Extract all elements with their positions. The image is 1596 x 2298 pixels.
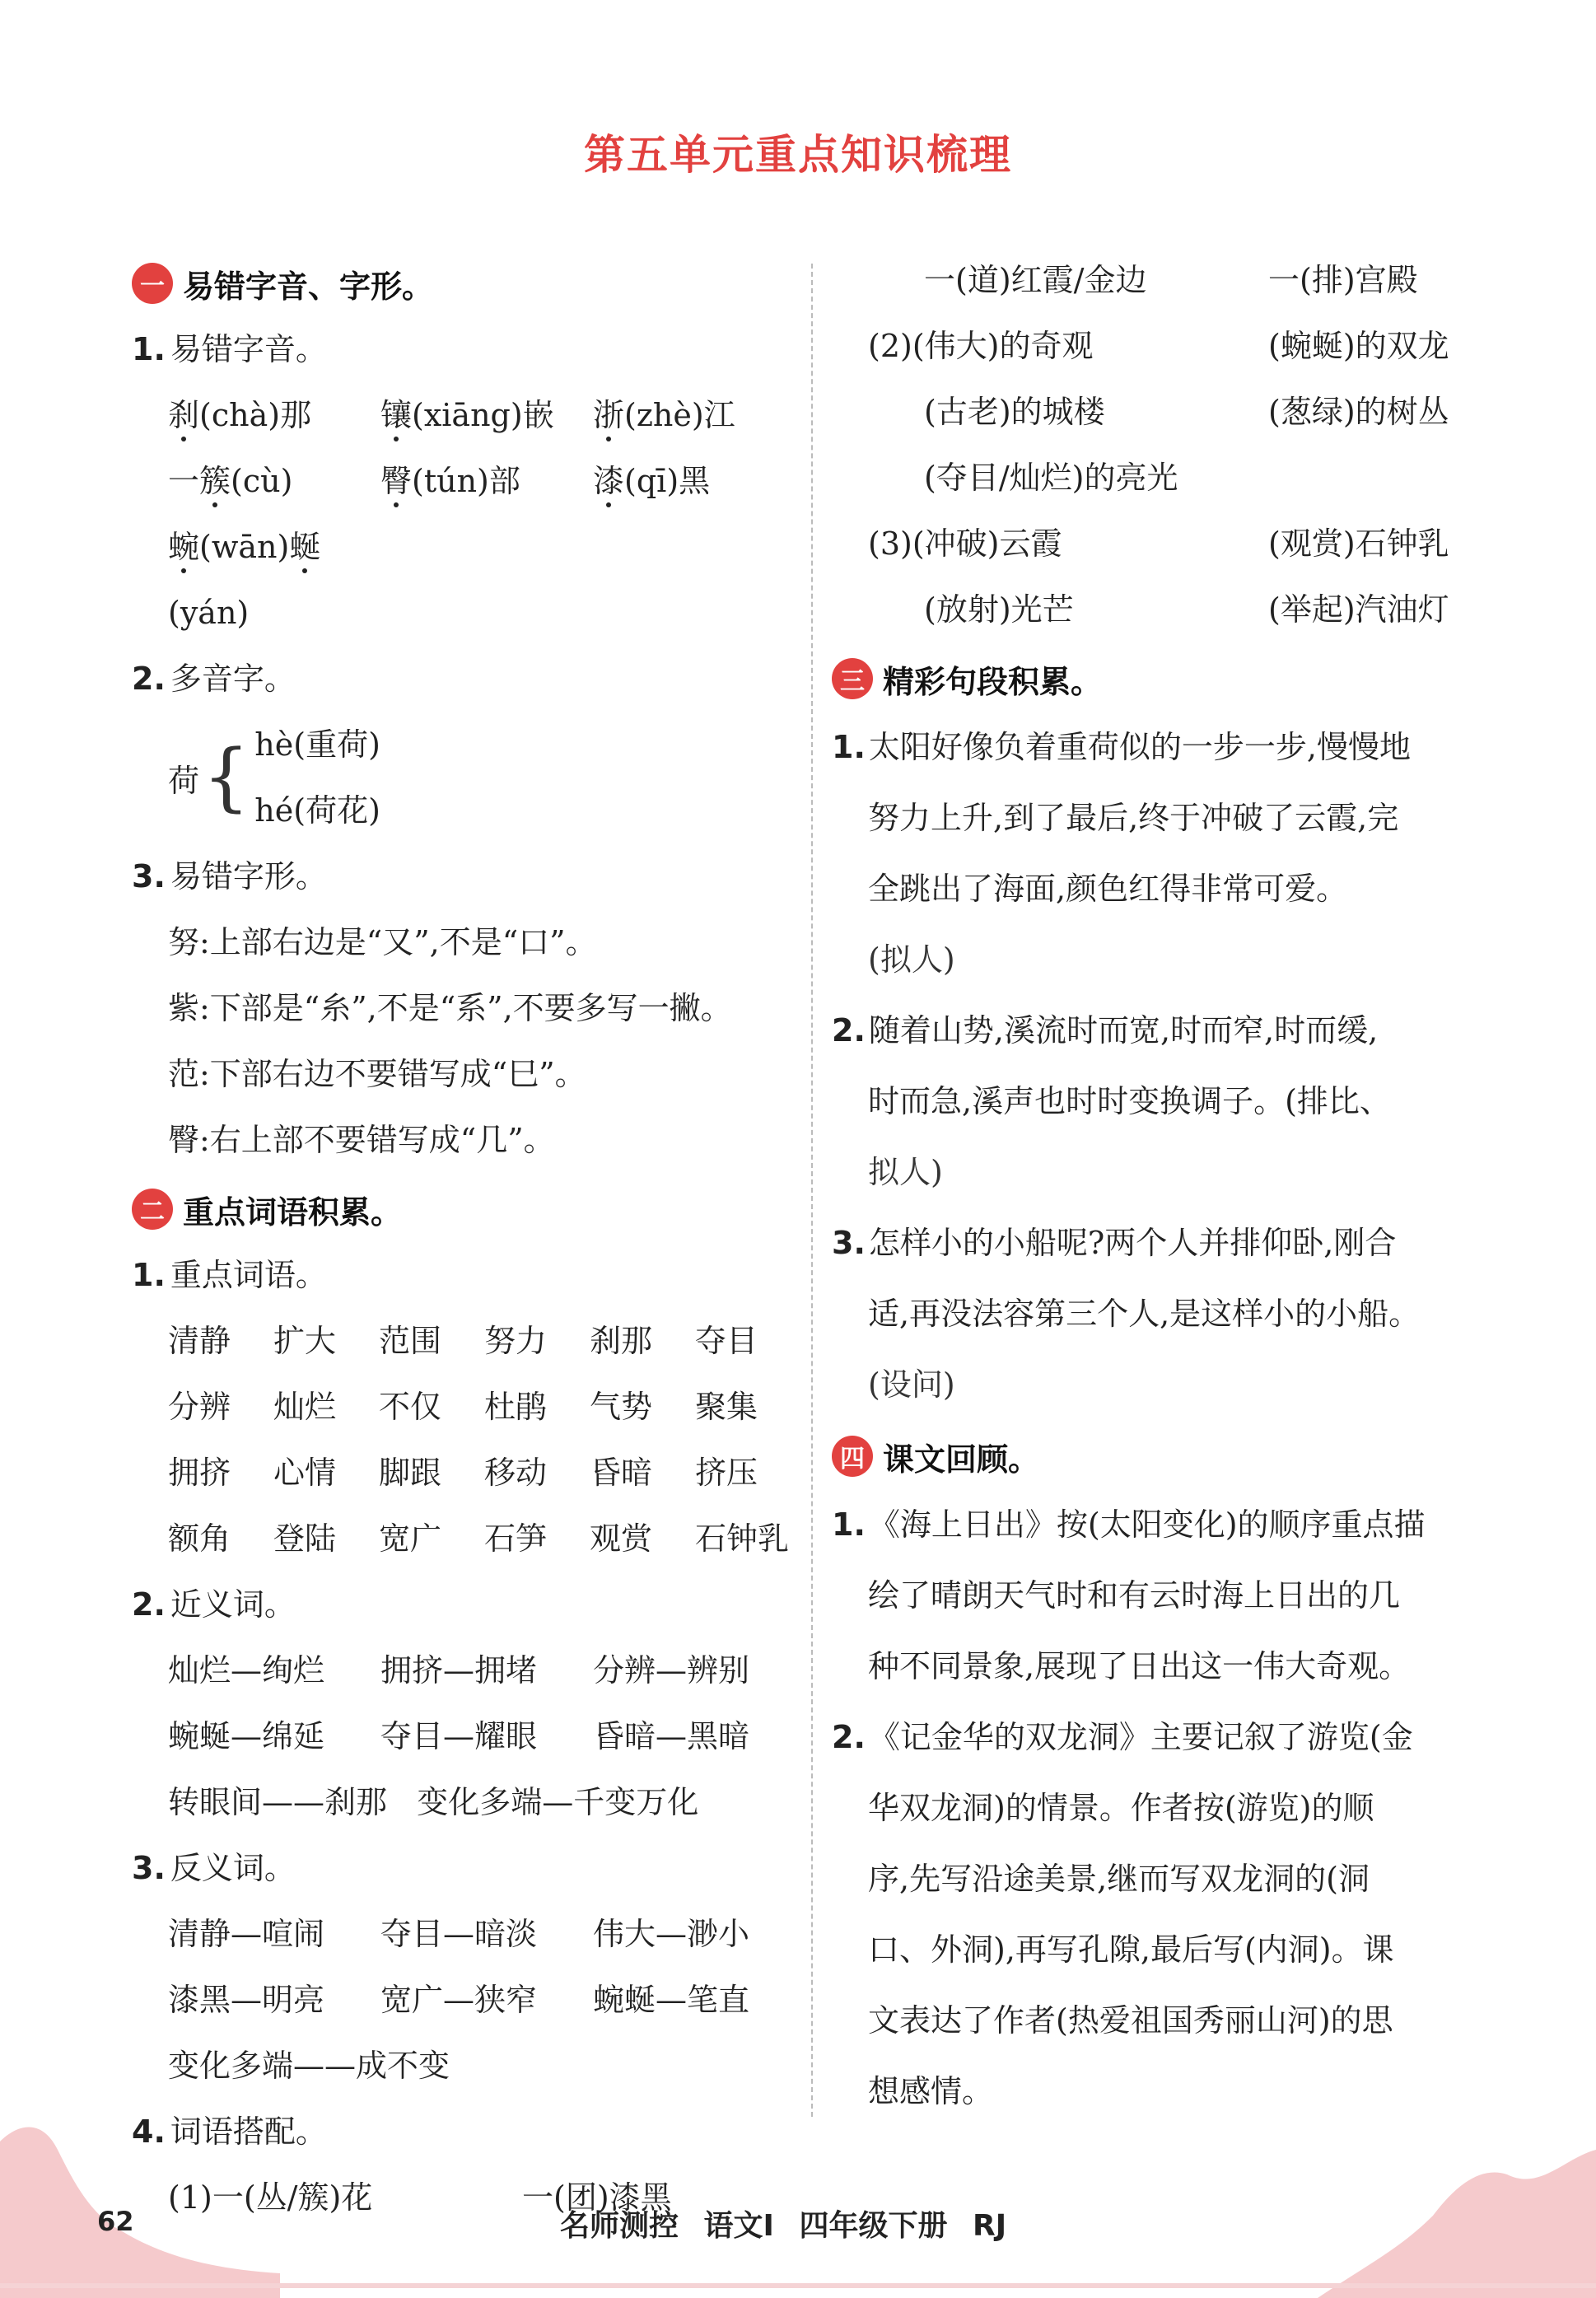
collocation-row — [832, 379, 1507, 445]
word: 灿烂 — [273, 1389, 337, 1425]
glyph-note: 范:下部右边不要错写成“巳”。 — [168, 1056, 586, 1092]
synonyms-grid — [132, 1637, 799, 1769]
pronunciation-list — [132, 382, 799, 646]
word: 杜鹃 — [484, 1389, 548, 1425]
word: 石钟乳 — [695, 1520, 790, 1557]
word: 气势 — [590, 1389, 653, 1425]
word: 移动 — [484, 1455, 548, 1491]
book-brand: 名师测控 语文Ⅰ 四年级下册 RJ — [560, 2209, 1007, 2243]
section-badge: 一 — [132, 263, 173, 304]
word: 石笋 — [484, 1520, 548, 1557]
collocation: (1)一(丛/簇)花 — [168, 2179, 373, 2216]
word: 扩大 — [273, 1323, 337, 1359]
antonym-pair: 夺目—暗淡 — [380, 1916, 538, 1952]
sub-heading: 3. 易错字形。 — [132, 858, 327, 894]
synonym-pair: 变化多端—千变万化 — [417, 1784, 699, 1820]
sub-heading: 1. 易错字音。 — [132, 331, 327, 367]
sub-heading: 1. 重点词语。 — [132, 1257, 327, 1293]
sub-heading: 2. 近义词。 — [132, 1586, 296, 1623]
collocation: (放射)光芒 — [924, 591, 1074, 628]
synonym-pair: 昏暗—黑暗 — [593, 1718, 750, 1754]
collocation: (举起)汽油灯 — [1268, 591, 1449, 628]
footer — [0, 2199, 1596, 2249]
word: 心情 — [273, 1455, 337, 1491]
synonym-pair: 夺目—耀眼 — [380, 1718, 538, 1754]
collocation: 一(团)漆黑 — [522, 2179, 672, 2216]
synonym-pair: 拥挤—拥堵 — [380, 1652, 538, 1688]
pron-item: 镶(xiāng)嵌 — [380, 397, 554, 433]
word: 挤压 — [695, 1455, 758, 1491]
pron-item: 漆(qī)黑 — [593, 463, 711, 499]
collocation: 一(排)宫殿 — [1268, 262, 1418, 298]
section-title: 课文回顾。 — [883, 1441, 1040, 1478]
synonym-pair: 灿烂—绚烂 — [168, 1652, 325, 1688]
word: 刹那 — [590, 1323, 653, 1359]
synonym-row — [132, 1769, 799, 1835]
right-column — [832, 247, 1507, 2127]
glyph-note: 努:上部右边是“又”,不是“口”。 — [168, 924, 597, 960]
section-title: 重点词语积累。 — [183, 1193, 403, 1231]
word: 登陆 — [273, 1520, 337, 1557]
glyph-note: 紫:下部是“糸”,不是“系”,不要多写一撇。 — [168, 990, 732, 1026]
page-number: 62 — [97, 2206, 134, 2237]
antonym-pair: 清静—喧闹 — [168, 1916, 325, 1952]
polyphone-reading: hè(重荷) — [254, 726, 380, 763]
collocation: (3)(冲破)云霞 — [868, 525, 1062, 562]
passage-item: 3. 怎样小的小船呢?两个人并排仰卧,刚合 适,再没法容第三个人,是这样小的小船。 (设问) — [832, 1225, 1421, 1403]
word: 宽广 — [379, 1520, 442, 1557]
sub-heading: 2. 多音字。 — [132, 661, 296, 697]
collocation-row — [832, 577, 1507, 642]
polyphone-char: 荷 — [168, 762, 200, 799]
section-title: 易错字音、字形。 — [183, 268, 434, 305]
pron-item: 一簇(cù) — [168, 463, 293, 499]
word: 清静 — [168, 1323, 231, 1359]
section-badge: 二 — [132, 1189, 173, 1230]
antonym-pair: 变化多端——成不变 — [168, 2048, 450, 2084]
section-badge: 四 — [832, 1436, 873, 1477]
word: 额角 — [168, 1520, 231, 1557]
collocation: (2)(伟大)的奇观 — [868, 328, 1094, 364]
collocation: (葱绿)的树丛 — [1268, 394, 1449, 430]
collocation: (古老)的城楼 — [924, 394, 1105, 430]
collocation: (观赏)石钟乳 — [1268, 525, 1449, 562]
antonym-pair: 伟大—渺小 — [593, 1916, 750, 1952]
word: 夺目 — [695, 1323, 758, 1359]
pron-item: 蜿(wān)蜒(yán) — [168, 529, 321, 631]
collocation: 一(道)红霞/金边 — [924, 262, 1147, 298]
collocation-row — [832, 511, 1507, 577]
key-words-grid — [132, 1308, 799, 1572]
section-4-header — [832, 1432, 1507, 1481]
synonym-pair: 蜿蜒—绵延 — [168, 1718, 325, 1754]
left-column — [132, 247, 799, 2230]
word: 范围 — [379, 1323, 442, 1359]
glyph-note: 臀:右上部不要错写成“几”。 — [168, 1122, 555, 1158]
antonyms-grid — [132, 1901, 799, 2033]
word: 聚集 — [695, 1389, 758, 1425]
section-title: 精彩句段积累。 — [883, 663, 1103, 700]
word: 分辨 — [168, 1389, 231, 1425]
passage-item: 2. 随着山势,溪流时而宽,时而窄,时而缓, 时而急,溪声也时时变换调子。(排比、 拟人) — [832, 1012, 1391, 1190]
word: 观赏 — [590, 1520, 653, 1557]
polyphone-brace — [132, 712, 799, 843]
collocation-row — [832, 247, 1507, 313]
pron-item: 刹(chà)那 — [168, 397, 312, 433]
column-divider — [811, 264, 813, 2117]
antonym-pair: 蜿蜒—笔直 — [593, 1982, 750, 2018]
passage-item: 1. 太阳好像负着重荷似的一步一步,慢慢地 努力上升,到了最后,终于冲破了云霞,完 全跳出了海面,颜色红得非常可爱。 (拟人) — [832, 729, 1411, 978]
word: 不仅 — [379, 1389, 442, 1425]
antonym-pair: 漆黑—明亮 — [168, 1982, 325, 2018]
word: 努力 — [484, 1323, 548, 1359]
polyphone-reading: hé(荷花) — [254, 792, 380, 829]
page-title: 第五单元重点知识梳理 — [584, 130, 1012, 179]
landscape-decoration — [0, 2092, 1596, 2298]
section-badge: 三 — [832, 658, 873, 699]
collocation-row — [832, 313, 1507, 379]
collocation: (夺目/灿烂)的亮光 — [924, 460, 1178, 496]
review-item: 1. 《海上日出》按(太阳变化)的顺序重点描 绘了晴朗天气时和有云时海上日出的几 种不同景象,展现了日出这一伟大奇观。 — [832, 1506, 1426, 1684]
word: 脚跟 — [379, 1455, 442, 1491]
collocation: (蜿蜒)的双龙 — [1268, 328, 1449, 364]
synonym-pair: 分辨—辨别 — [593, 1652, 750, 1688]
pron-item: 臀(tún)部 — [380, 463, 520, 499]
word: 拥挤 — [168, 1455, 231, 1491]
antonym-pair: 宽广—狭窄 — [380, 1982, 538, 2018]
synonym-pair: 转眼间——刹那 — [168, 1784, 388, 1820]
section-1-header — [132, 259, 799, 308]
section-2-header — [132, 1184, 799, 1234]
pron-item: 浙(zhè)江 — [593, 397, 735, 433]
section-3-header — [832, 654, 1507, 703]
word: 昏暗 — [590, 1455, 653, 1491]
sub-heading: 4. 词语搭配。 — [132, 2114, 327, 2150]
review-item: 2. 《记金华的双龙洞》主要记叙了游览(金 华双龙洞)的情景。作者按(游览)的顺 序,先写沿途美景,继而写双龙洞的(洞 口、外洞),再写孔隙,最后写(内洞)。课 文表达了作者(热爱祖国秀丽山河)的思 想感情。 — [832, 1719, 1413, 2109]
brace-symbol: { — [203, 734, 250, 820]
sub-heading: 3. 反义词。 — [132, 1850, 296, 1886]
